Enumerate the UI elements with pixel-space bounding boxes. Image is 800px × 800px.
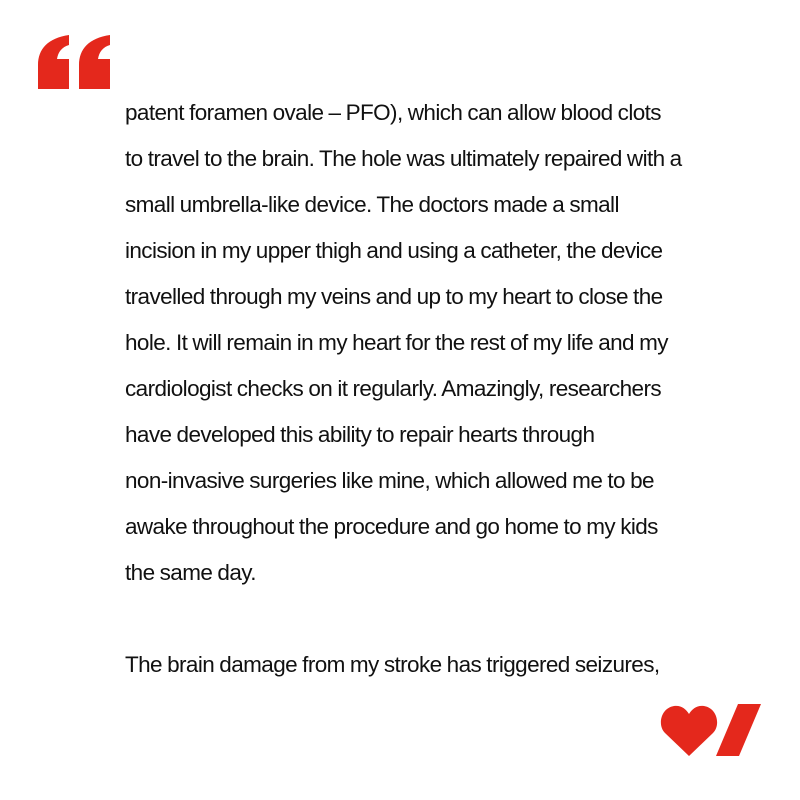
quote-line: hole. It will remain in my heart for the rest of my life and my xyxy=(125,330,668,355)
open-quote-icon xyxy=(38,35,110,89)
quote-line: cardiologist checks on it regularly. Amazingly, researchers xyxy=(125,376,662,401)
quote-line: incision in my upper thigh and using a catheter, the device xyxy=(125,238,663,263)
quote-text xyxy=(125,90,785,688)
quote-line: the same day. xyxy=(125,560,256,585)
quote-line: The brain damage from my stroke has triggered seizures, xyxy=(125,652,660,677)
quote-line: have developed this ability to repair hearts through xyxy=(125,422,595,447)
quote-line: patent foramen ovale – PFO), which can allow blood clots xyxy=(125,100,661,125)
heart-slash-logo xyxy=(660,702,764,758)
quote-line: awake throughout the procedure and go home to my kids xyxy=(125,514,658,539)
paragraph-spacer xyxy=(125,596,785,642)
quote-line: non-invasive surgeries like mine, which allowed me to be xyxy=(125,468,654,493)
quote-line: to travel to the brain. The hole was ultimately repaired with a xyxy=(125,146,682,171)
quote-line: travelled through my veins and up to my heart to close the xyxy=(125,284,663,309)
quote-line: small umbrella-like device. The doctors made a small xyxy=(125,192,619,217)
